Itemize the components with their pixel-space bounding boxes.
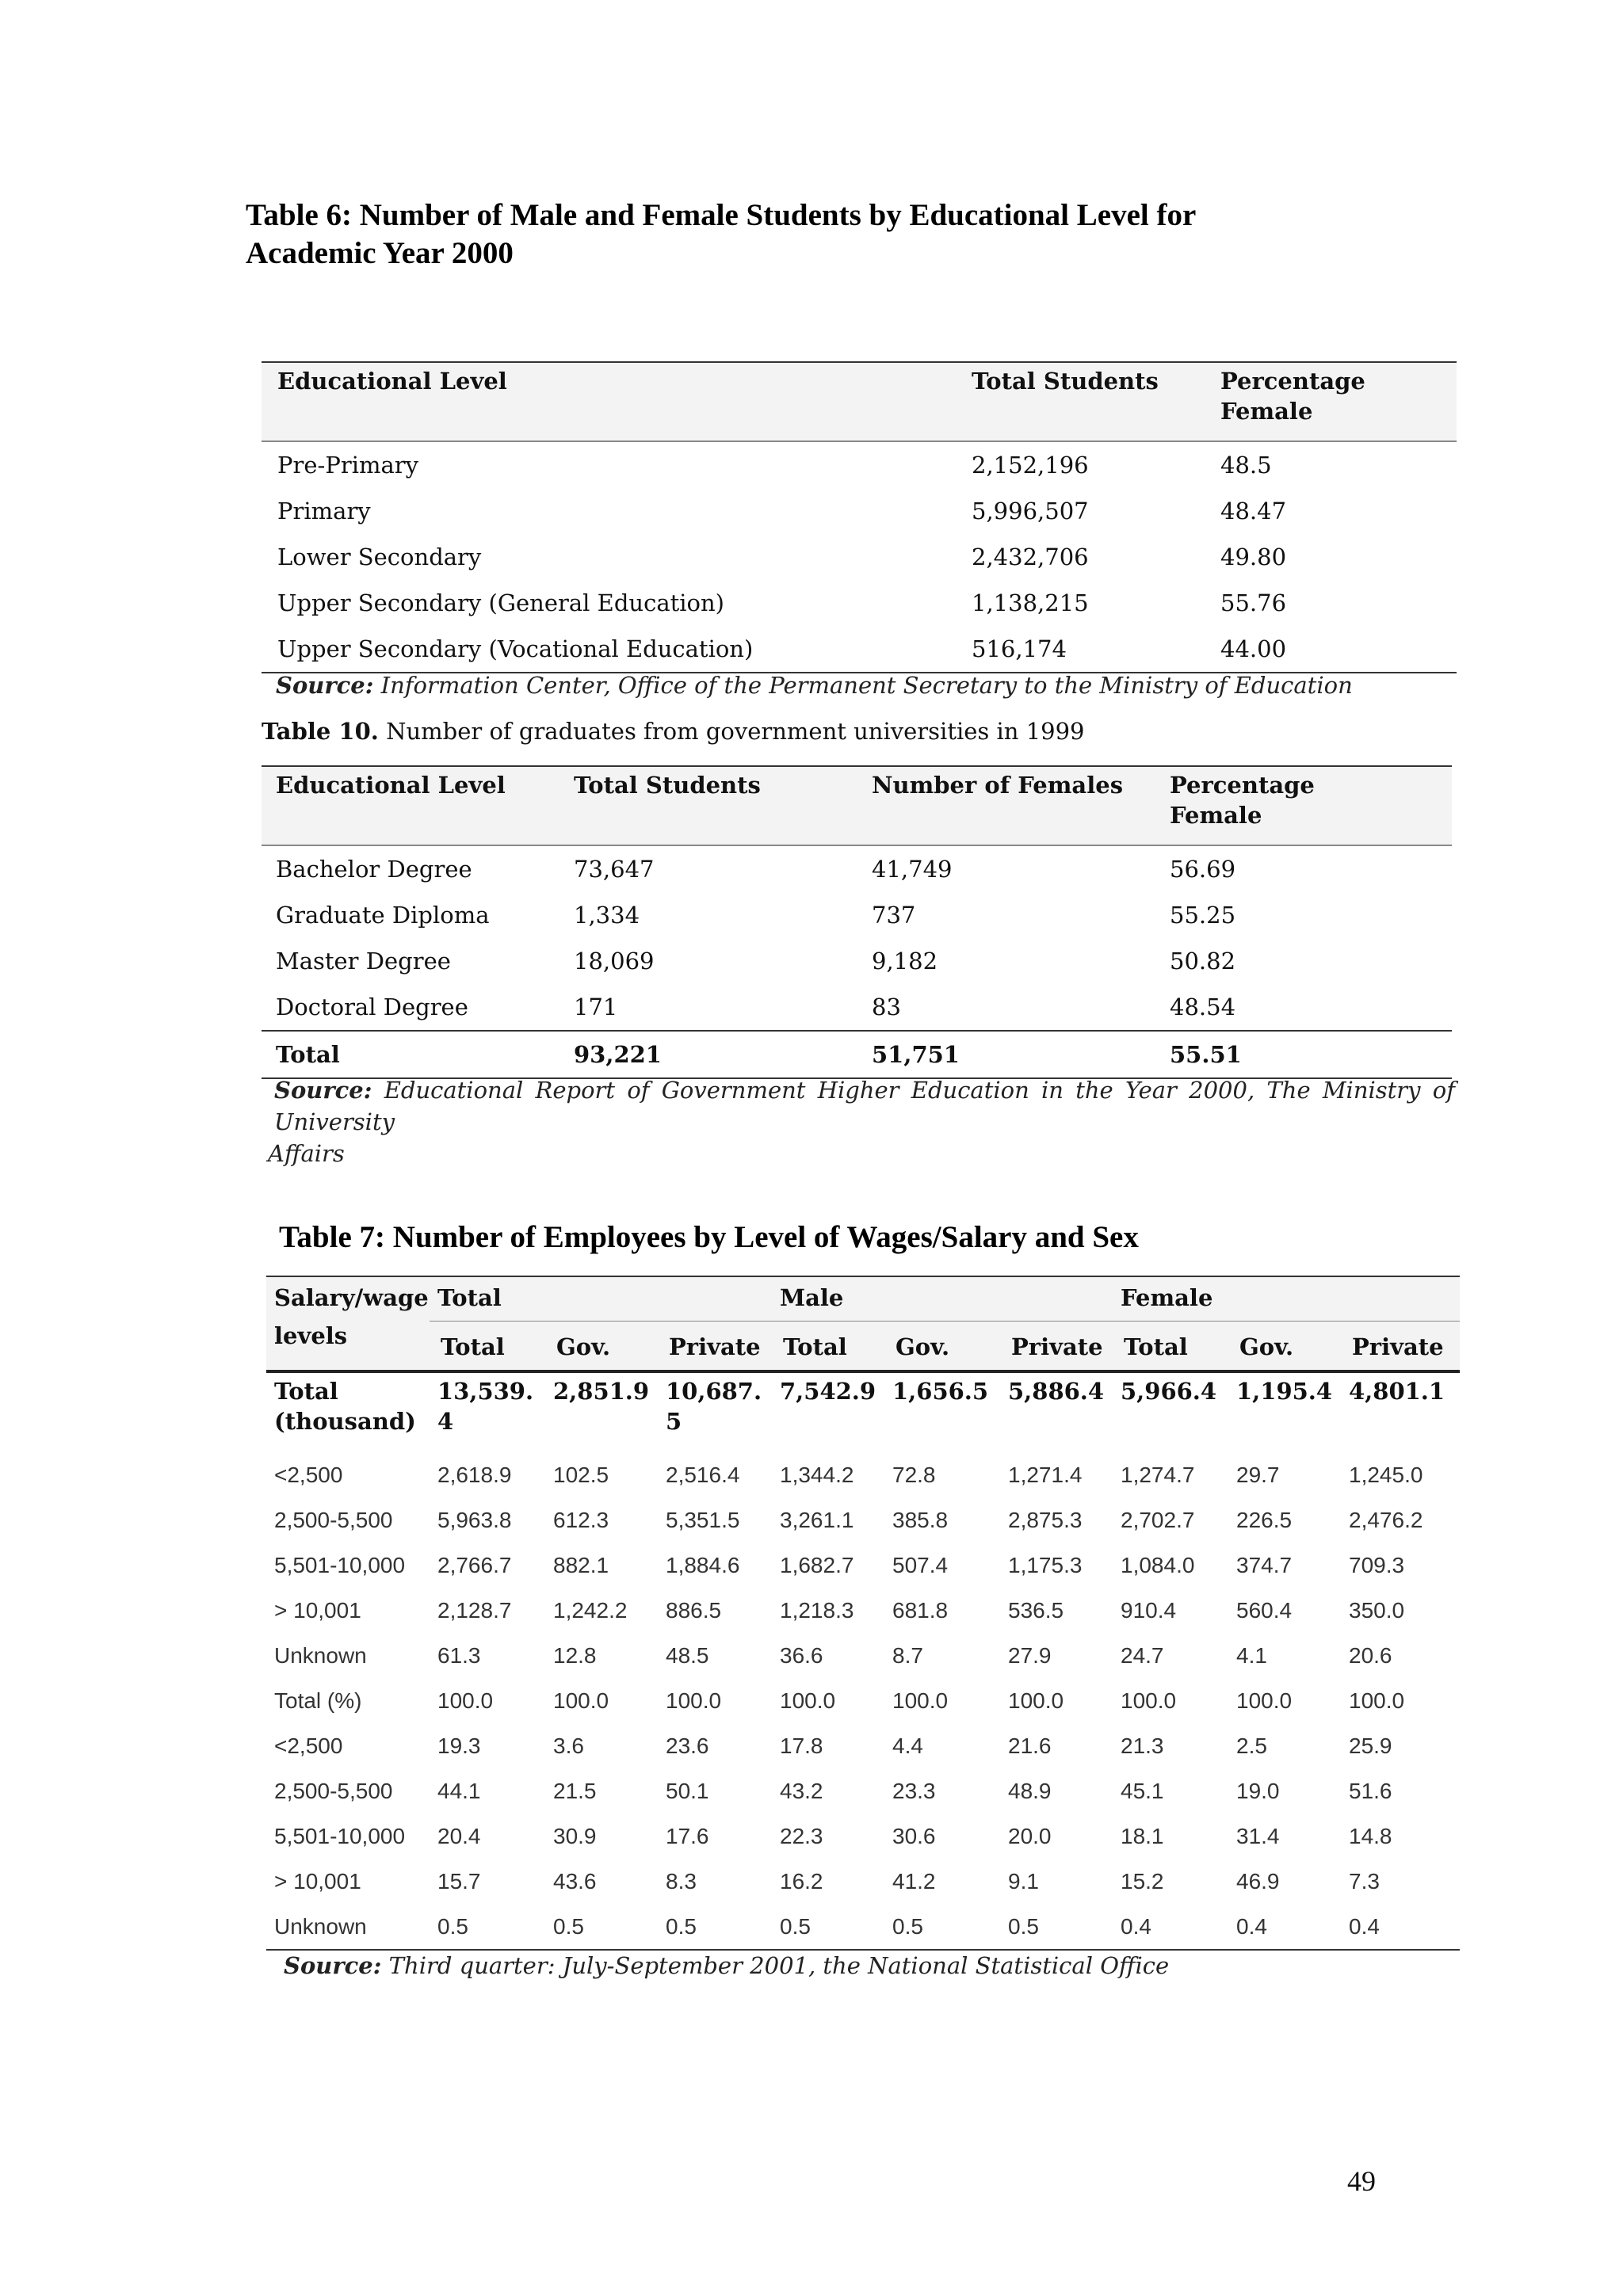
table-row: [262, 488, 1457, 534]
table-cell: 25.9: [1349, 1733, 1392, 1758]
table-cell: 0.4: [1236, 1914, 1267, 1939]
table-cell: Pre-Primary: [277, 452, 419, 479]
table-cell: 1,218.3: [780, 1598, 854, 1623]
table-cell: Graduate Diploma: [276, 902, 490, 929]
table-cell: 19.0: [1236, 1779, 1280, 1803]
table-cell: [1341, 1371, 1460, 1452]
table-cell: 48.47: [1220, 498, 1287, 524]
table-cell: 16.2: [780, 1869, 823, 1894]
table-cell: 48.54: [1170, 994, 1236, 1020]
table10-caption: [262, 718, 1085, 745]
table-cell: 100.0: [1236, 1688, 1293, 1713]
table-cell: 385.8: [892, 1508, 949, 1532]
table-cell: 5,963.8: [437, 1508, 512, 1532]
table-cell: 9.1: [1008, 1869, 1039, 1894]
table-cell: 1,884.6: [666, 1553, 740, 1577]
table-cell: 0.4: [1349, 1914, 1380, 1939]
table-cell: [1228, 1371, 1341, 1452]
table-cell: 50.1: [666, 1779, 709, 1803]
table-cell-line1: 4,801.1: [1349, 1378, 1445, 1405]
table-cell: 5,501-10,000: [274, 1553, 406, 1577]
table7-subcolumn-header: Private: [658, 1321, 772, 1371]
table7-group-male: Male: [780, 1284, 844, 1311]
table-cell: 48.9: [1008, 1779, 1052, 1803]
table-cell-line1: 13,539.: [437, 1378, 534, 1405]
table-cell: 0.5: [666, 1914, 697, 1939]
table-cell: 46.9: [1236, 1869, 1280, 1894]
table-cell: 15.7: [437, 1869, 481, 1894]
table-cell: 9,182: [872, 948, 938, 974]
table7-group-total: Total: [437, 1284, 502, 1311]
table-cell: 226.5: [1236, 1508, 1293, 1532]
table-cell: 2,875.3: [1008, 1508, 1083, 1532]
table-cell: 681.8: [892, 1598, 949, 1623]
table-cell: 24.7: [1121, 1643, 1164, 1668]
table-cell: 100.0: [1008, 1688, 1064, 1713]
table-cell: 14.8: [1349, 1824, 1392, 1848]
table-cell: 100.0: [553, 1688, 609, 1713]
table-cell: 350.0: [1349, 1598, 1405, 1623]
table-cell: 51.6: [1349, 1779, 1392, 1803]
table-cell: 4.4: [892, 1733, 923, 1758]
table-cell: [884, 1371, 1000, 1452]
table-cell: 1,271.4: [1008, 1463, 1083, 1487]
table7-subcolumn-header: Gov.: [545, 1321, 658, 1371]
table7-group-female: Female: [1121, 1284, 1213, 1311]
table-cell: 2,128.7: [437, 1598, 512, 1623]
table10-source-text1: Educational Report of Government Higher Education in the Year 2000, The Ministry of University: [274, 1077, 1455, 1135]
table-cell: 171: [574, 994, 618, 1020]
table-cell: 17.8: [780, 1733, 823, 1758]
table-cell: 886.5: [666, 1598, 722, 1623]
table-row: [262, 441, 1457, 488]
table-cell: 18,069: [574, 948, 655, 974]
table-cell: 29.7: [1236, 1463, 1280, 1487]
table-cell: 1,084.0: [1121, 1553, 1195, 1577]
table-cell: Bachelor Degree: [276, 856, 472, 883]
table-cell: 41,749: [872, 856, 953, 883]
table-cell: 83: [872, 994, 901, 1020]
table-row: [262, 845, 1452, 892]
table-cell: [545, 1371, 658, 1452]
table7-row-header-line1: Salary/wage: [274, 1284, 429, 1311]
table-cell: 2,500-5,500: [274, 1779, 393, 1803]
table-cell: 49.80: [1220, 543, 1287, 570]
table-cell: 12.8: [553, 1643, 597, 1668]
table-cell: 2,516.4: [666, 1463, 740, 1487]
table7-row-header: [266, 1276, 430, 1371]
table-row: [266, 1588, 1460, 1633]
table-cell: 3.6: [553, 1733, 584, 1758]
table-cell: 23.3: [892, 1779, 936, 1803]
table-cell: 374.7: [1236, 1553, 1293, 1577]
table-cell: 1,344.2: [780, 1463, 854, 1487]
table10-source: [268, 1074, 1455, 1169]
table-cell: 1,138,215: [972, 589, 1089, 616]
table10-total-students: 93,221: [574, 1041, 662, 1068]
table-cell: 43.6: [553, 1869, 597, 1894]
table-cell: 45.1: [1121, 1779, 1164, 1803]
table10-total-label: Total: [276, 1041, 340, 1068]
table-cell: 8.3: [666, 1869, 697, 1894]
table-cell-line2: 5: [666, 1408, 682, 1435]
table-cell: Unknown: [274, 1914, 367, 1939]
table-cell: Doctoral Degree: [276, 994, 468, 1020]
table-cell: 27.9: [1008, 1643, 1052, 1668]
table-cell: 48.5: [1220, 452, 1272, 479]
table6-col-percent: [1205, 362, 1457, 441]
table-cell: 100.0: [437, 1688, 494, 1713]
table-cell: [658, 1371, 772, 1452]
table-cell: 20.4: [437, 1824, 481, 1848]
table10-caption-text: Number of graduates from government universities in 1999: [378, 718, 1085, 745]
table-cell: [430, 1371, 545, 1452]
table-row: [266, 1723, 1460, 1768]
table6-heading: [246, 196, 1196, 273]
table-cell: 21.5: [553, 1779, 597, 1803]
table-row: [266, 1768, 1460, 1814]
table-cell: 41.2: [892, 1869, 936, 1894]
table7-row-header-line2: levels: [274, 1322, 348, 1349]
table-cell: 5,501-10,000: [274, 1824, 406, 1848]
table-cell: 55.76: [1220, 589, 1287, 616]
table-cell: 0.5: [892, 1914, 923, 1939]
table-cell-line1: 10,687.: [666, 1378, 762, 1405]
table10-total-percent: 55.51: [1170, 1041, 1242, 1068]
table-row: [266, 1904, 1460, 1950]
page-number: 49: [1347, 2165, 1376, 2197]
table10-source-label: Source:: [274, 1077, 372, 1104]
table-cell: 1,274.7: [1121, 1463, 1195, 1487]
table-cell: 1,334: [574, 902, 640, 929]
table6-col-level: Educational Level: [277, 368, 507, 395]
table-cell: 30.9: [553, 1824, 597, 1848]
table-row: [266, 1633, 1460, 1678]
table-cell: 50.82: [1170, 948, 1236, 974]
table-row: [262, 580, 1457, 626]
table7-source: [284, 1952, 1169, 1979]
table-cell: 48.5: [666, 1643, 709, 1668]
table7-subheader-row: [266, 1321, 1460, 1371]
table7-first-row-label-line2: (thousand): [274, 1408, 416, 1435]
table10-col-total: Total Students: [574, 772, 761, 799]
table-cell-line1: 1,656.5: [892, 1378, 989, 1405]
table-cell: 55.25: [1170, 902, 1236, 929]
table10-col-females: Number of Females: [872, 772, 1124, 799]
table-cell: Unknown: [274, 1643, 367, 1668]
table-cell: 0.4: [1121, 1914, 1151, 1939]
table-cell: 2.5: [1236, 1733, 1267, 1758]
table-cell: 23.6: [666, 1733, 709, 1758]
table10-source-text2: Affairs: [268, 1140, 345, 1167]
table-cell: 5,351.5: [666, 1508, 740, 1532]
table-cell: <2,500: [274, 1463, 343, 1487]
table7-row-total-thousand: [266, 1371, 1460, 1452]
table-cell: 4.1: [1236, 1643, 1267, 1668]
table-cell: 516,174: [972, 635, 1067, 662]
table-cell: 31.4: [1236, 1824, 1280, 1848]
table-cell: Primary: [277, 498, 371, 524]
table-cell: 1,242.2: [553, 1598, 628, 1623]
table-cell: 5,996,507: [972, 498, 1089, 524]
table-cell: 22.3: [780, 1824, 823, 1848]
table-cell: Upper Secondary (Vocational Education): [277, 635, 754, 662]
table-cell: 2,432,706: [972, 543, 1089, 570]
table6-header-row: [262, 362, 1457, 441]
table-cell: 560.4: [1236, 1598, 1293, 1623]
table-cell: 73,647: [574, 856, 655, 883]
table-cell-line1: 5,886.4: [1008, 1378, 1105, 1405]
table-row: [262, 938, 1452, 984]
table-cell: <2,500: [274, 1733, 343, 1758]
table7-subcolumn-header: Total: [1113, 1321, 1228, 1371]
table-cell: > 10,001: [274, 1598, 361, 1623]
table7-group-row: [266, 1276, 1460, 1321]
table-row: [266, 1543, 1460, 1588]
table-cell: 1,245.0: [1349, 1463, 1423, 1487]
table10-col-percent-line2: Female: [1170, 802, 1262, 829]
table-cell-line1: 7,542.9: [780, 1378, 876, 1405]
table-cell: 43.2: [780, 1779, 823, 1803]
table10-total-row: [262, 1031, 1452, 1078]
table-cell: [772, 1371, 884, 1452]
table-cell: Upper Secondary (General Education): [277, 589, 724, 616]
table-cell: Total (%): [274, 1688, 362, 1713]
table6-source-text: Information Center, Office of the Permanent Secretary to the Ministry of Education: [373, 672, 1353, 699]
table7-subcolumn-header: Total: [430, 1321, 545, 1371]
table-row: [266, 1452, 1460, 1497]
table-row: [266, 1859, 1460, 1904]
table-cell: 20.0: [1008, 1824, 1052, 1848]
table10-col-percent-line1: Percentage: [1170, 772, 1315, 799]
table-cell: 72.8: [892, 1463, 936, 1487]
table6-heading-line1: Table 6: Number of Male and Female Students by Educational Level for: [246, 198, 1197, 232]
table-cell: 18.1: [1121, 1824, 1164, 1848]
table6-col-total: Total Students: [972, 368, 1159, 395]
table6-col-percent-line1: Percentage: [1220, 368, 1365, 395]
table-cell: 2,702.7: [1121, 1508, 1195, 1532]
table-cell: 2,152,196: [972, 452, 1089, 479]
table-cell: 737: [872, 902, 916, 929]
table10-header-row: [262, 766, 1452, 845]
table-row: [262, 534, 1457, 580]
table-row: [266, 1497, 1460, 1543]
table6-source-label: Source:: [276, 672, 374, 699]
table10-col-percent: [1155, 766, 1452, 845]
table-cell-line1: 1,195.4: [1236, 1378, 1333, 1405]
table-cell: 15.2: [1121, 1869, 1164, 1894]
table-cell: 20.6: [1349, 1643, 1392, 1668]
table-cell: 61.3: [437, 1643, 481, 1668]
table-cell: 102.5: [553, 1463, 609, 1487]
table-cell: Lower Secondary: [277, 543, 482, 570]
table10: [262, 765, 1452, 1079]
table7-subcolumn-header: Private: [1000, 1321, 1113, 1371]
table10-source-line1: [274, 1074, 1455, 1138]
table-cell: 2,500-5,500: [274, 1508, 393, 1532]
table-cell: 1,175.3: [1008, 1553, 1083, 1577]
table-cell: 0.5: [1008, 1914, 1039, 1939]
table-cell: 882.1: [553, 1553, 609, 1577]
table-cell: 30.6: [892, 1824, 936, 1848]
table10-total-females: 51,751: [872, 1041, 960, 1068]
table-cell: 100.0: [780, 1688, 836, 1713]
table-cell: 19.3: [437, 1733, 481, 1758]
table6-source: [276, 672, 1353, 699]
table-cell: 21.3: [1121, 1733, 1164, 1758]
table-row: [262, 626, 1457, 673]
table-cell: 1,682.7: [780, 1553, 854, 1577]
table-cell: 44.1: [437, 1779, 481, 1803]
table-cell: 612.3: [553, 1508, 609, 1532]
table7: [266, 1276, 1460, 1951]
table-cell: 2,766.7: [437, 1553, 512, 1577]
table10-caption-label: Table 10.: [262, 718, 379, 745]
table-cell: 21.6: [1008, 1733, 1052, 1758]
table-cell: 0.5: [780, 1914, 811, 1939]
table7-first-row-label: [266, 1371, 430, 1452]
table-cell: [1113, 1371, 1228, 1452]
table-cell-line1: 2,851.9: [553, 1378, 650, 1405]
table-cell: 0.5: [437, 1914, 468, 1939]
table7-source-label: Source:: [284, 1952, 382, 1979]
table-cell: 2,618.9: [437, 1463, 512, 1487]
table-cell-line1: 5,966.4: [1121, 1378, 1217, 1405]
table-row: [262, 984, 1452, 1031]
table7-heading: Table 7: Number of Employees by Level of Wages/Salary and Sex: [279, 1220, 1139, 1254]
table-cell: Master Degree: [276, 948, 451, 974]
table-cell: 100.0: [892, 1688, 949, 1713]
table7-subcolumn-header: Gov.: [1228, 1321, 1341, 1371]
table-cell: 536.5: [1008, 1598, 1064, 1623]
table10-col-level: Educational Level: [276, 772, 506, 799]
table-cell: 2,476.2: [1349, 1508, 1423, 1532]
table-row: [266, 1678, 1460, 1723]
table7-first-row-label-line1: Total: [274, 1378, 338, 1405]
table-cell: [1000, 1371, 1113, 1452]
table-cell: 3,261.1: [780, 1508, 854, 1532]
table-row: [262, 892, 1452, 938]
table6-heading-line2: Academic Year 2000: [246, 236, 514, 270]
table7-subcolumn-header: Private: [1341, 1321, 1460, 1371]
table-cell: 17.6: [666, 1824, 709, 1848]
table6-col-percent-line2: Female: [1220, 398, 1313, 425]
table-cell-line2: 4: [437, 1408, 454, 1435]
table-row: [266, 1814, 1460, 1859]
table7-subcolumn-header: Total: [772, 1321, 884, 1371]
table-cell: 910.4: [1121, 1598, 1177, 1623]
table-cell: 36.6: [780, 1643, 823, 1668]
table-cell: 44.00: [1220, 635, 1287, 662]
table-cell: 56.69: [1170, 856, 1236, 883]
table7-source-text: Third quarter: July-September 2001, the National Statistical Office: [381, 1952, 1170, 1979]
table-cell: 100.0: [1349, 1688, 1405, 1713]
table-cell: 0.5: [553, 1914, 584, 1939]
table-cell: 507.4: [892, 1553, 949, 1577]
table6: [262, 361, 1457, 673]
table7-subcolumn-header: Gov.: [884, 1321, 1000, 1371]
table-cell: 7.3: [1349, 1869, 1380, 1894]
table-cell: 100.0: [1121, 1688, 1177, 1713]
table-cell: > 10,001: [274, 1869, 361, 1894]
table-cell: 8.7: [892, 1643, 923, 1668]
table-cell: 100.0: [666, 1688, 722, 1713]
table-cell: 709.3: [1349, 1553, 1405, 1577]
